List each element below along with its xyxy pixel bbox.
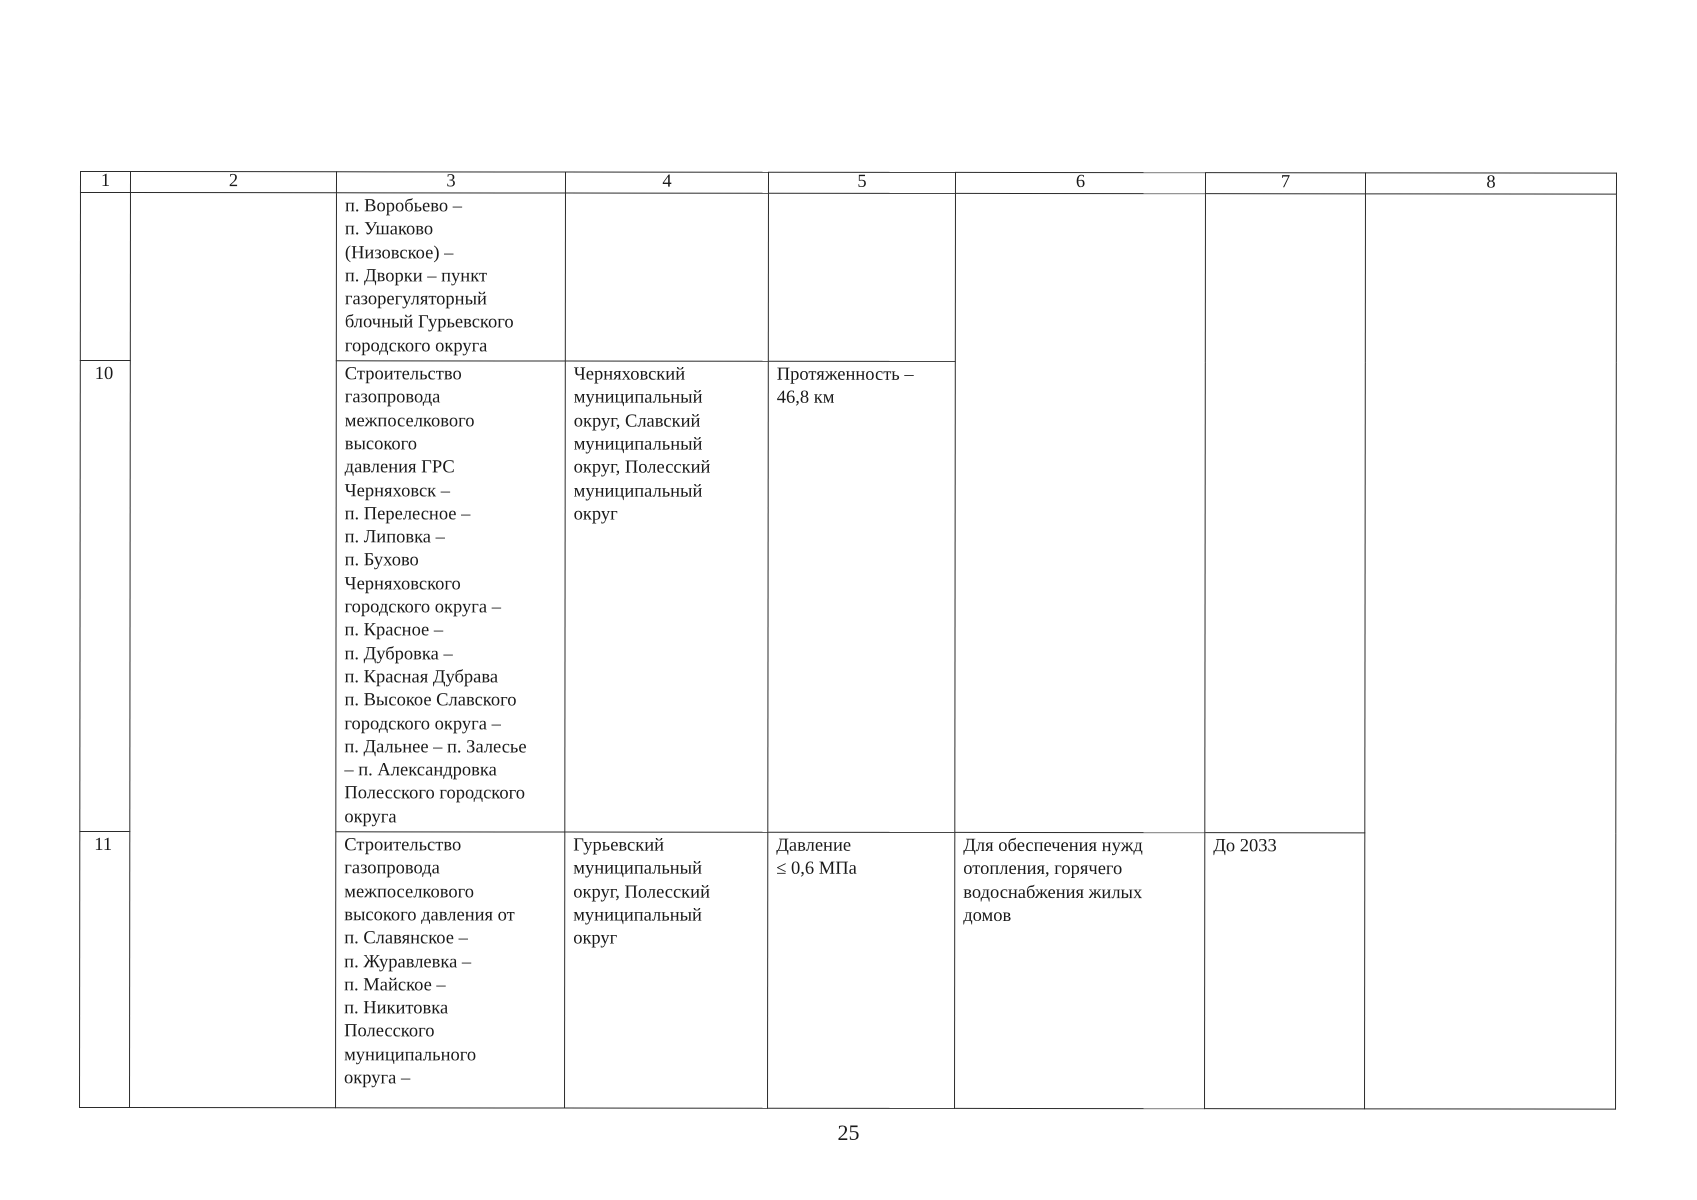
header-col-4: 4 — [565, 172, 768, 193]
header-col-8: 8 — [1365, 173, 1616, 194]
column-8-merged-cell — [1365, 194, 1617, 1109]
header-col-6: 6 — [955, 172, 1205, 193]
document-sheet — [79, 171, 1616, 1110]
header-row — [80, 172, 1616, 195]
header-col-7: 7 — [1205, 173, 1365, 194]
column-2-merged-cell — [130, 193, 337, 1108]
row-number — [80, 193, 130, 361]
header-col-3: 3 — [336, 172, 565, 193]
object-description-cell: Строительство газопровода межпоселкового высокого давления ГРС Черняховск – п. Перелесное – п. Липовка – п. Бухово Черняховского городского округа – п. Красное – п. Дубровка – п. Красная Дубрава п. Высокое Славского городского округа – п. Дальнее – п. Залесье – п. Александровка Полесского городского округа — [336, 361, 565, 832]
column-7-merged-cell — [1205, 194, 1366, 833]
purpose-cell: Для обеспечения нужд отопления, горячего водоснабжения жилых домов — [955, 832, 1205, 1108]
deadline-cell: До 2033 — [1205, 833, 1365, 1109]
characteristics-cell: Протяженность – 46,8 км — [768, 361, 955, 832]
characteristics-cell: Давление ≤ 0,6 МПа — [768, 832, 955, 1108]
header-col-2: 2 — [130, 172, 336, 193]
header-col-5: 5 — [768, 172, 955, 193]
characteristics-cell — [768, 193, 955, 361]
column-6-merged-cell — [955, 193, 1206, 832]
object-description-cell: п. Воробьево – п. Ушаково (Низовское) – п. Дворки – пункт газорегуляторный блочный Гурьевского городского округа — [336, 193, 565, 361]
row-number: 10 — [80, 361, 130, 832]
object-description-cell: Строительство газопровода межпоселкового высокого давления от п. Славянское – п. Журавлевка – п. Майское – п. Никитовка Полесского муниципального округа – — [336, 832, 565, 1108]
table-row — [80, 193, 1616, 363]
page-number: 25 — [837, 1120, 860, 1145]
location-cell: Черняховский муниципальный округ, Славский муниципальный округ, Полесский муниципальный округ — [565, 361, 768, 832]
header-col-1: 1 — [80, 172, 130, 193]
location-cell: Гурьевский муниципальный округ, Полесский муниципальный округ — [565, 832, 768, 1108]
row-number: 11 — [80, 832, 130, 1108]
location-cell — [565, 193, 768, 361]
gas-pipeline-table — [79, 171, 1617, 1110]
